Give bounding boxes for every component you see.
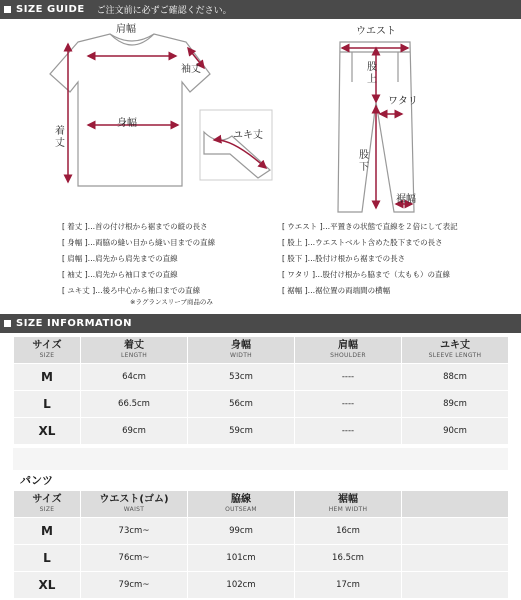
header-shoulder: 肩幅 SHOULDER xyxy=(295,337,402,364)
size-information-title: SIZE INFORMATION xyxy=(16,318,132,329)
sleeve-cell: 89cm xyxy=(402,391,509,418)
width-cell: 59cm xyxy=(188,418,295,445)
hem-cell: 16.5cm xyxy=(295,545,402,572)
hem-label: 裾幅 xyxy=(396,194,416,205)
desc-yuki: [ ユキ丈 ]…後ろ中心から袖口までの直線 xyxy=(62,286,201,295)
size-cell: M xyxy=(14,518,81,545)
size-information-header xyxy=(0,314,521,333)
shoulder-cell: ---- xyxy=(295,418,402,445)
shoulder-label: 肩幅 xyxy=(116,24,136,35)
header-size: サイズ SIZE xyxy=(14,491,81,518)
size-guide-title: SIZE GUIDE xyxy=(16,4,85,15)
size-guide-header xyxy=(0,0,521,19)
tops-header-row xyxy=(14,337,509,364)
desc-rise: [ 股上 ]…ウエストベルト含めた股下までの長さ xyxy=(282,238,443,247)
length-cell: 64cm xyxy=(81,364,188,391)
header-outseam: 脇線 OUTSEAM xyxy=(188,491,295,518)
length-label: 着丈 xyxy=(55,126,65,149)
size-cell: M xyxy=(14,364,81,391)
header-size: サイズ SIZE xyxy=(14,337,81,364)
empty-cell xyxy=(402,518,509,545)
size-guide-note: ご注文前に必ずご確認ください。 xyxy=(96,6,232,16)
desc-inseam: [ 股下 ]…股付け根から裾までの長さ xyxy=(282,254,406,263)
waist-cell: 76cm~ xyxy=(81,545,188,572)
length-cell: 66.5cm xyxy=(81,391,188,418)
size-cell: XL xyxy=(14,572,81,599)
pants-size-table xyxy=(13,490,509,599)
outseam-cell: 101cm xyxy=(188,545,295,572)
hem-cell: 17cm xyxy=(295,572,402,599)
table-row xyxy=(14,518,509,545)
desc-sleeve: [ 袖丈 ]…肩先から袖口までの直線 xyxy=(62,270,178,279)
waist-cell: 73cm~ xyxy=(81,518,188,545)
header-sleeve-length: ユキ丈 SLEEVE LENGTH xyxy=(402,337,509,364)
empty-cell xyxy=(402,545,509,572)
desc-shoulder: [ 肩幅 ]…肩先から肩先までの直線 xyxy=(62,254,178,263)
sleeve-cell: 88cm xyxy=(402,364,509,391)
header-marker-icon xyxy=(4,6,11,13)
raglan-note: ※ラグランスリーブ商品のみ xyxy=(130,298,213,306)
desc-thigh: [ ワタリ ]…股付け根から脇まで（太もも）の直線 xyxy=(282,270,451,279)
header-waist: ウエスト(ゴム) WAIST xyxy=(81,491,188,518)
tops-size-table xyxy=(13,336,509,445)
size-cell: L xyxy=(14,545,81,572)
outseam-cell: 102cm xyxy=(188,572,295,599)
thigh-label: ワタリ xyxy=(388,96,418,107)
desc-length: [ 着丈 ]…首の付け根から裾までの縦の長さ xyxy=(62,222,208,231)
waist-cell: 79cm~ xyxy=(81,572,188,599)
waist-label: ウエスト xyxy=(356,26,396,37)
size-cell: L xyxy=(14,391,81,418)
size-cell: XL xyxy=(14,418,81,445)
hem-cell: 16cm xyxy=(295,518,402,545)
table-row xyxy=(14,364,509,391)
header-empty xyxy=(402,491,509,518)
empty-cell xyxy=(402,572,509,599)
table-row xyxy=(14,418,509,445)
desc-waist: [ ウエスト ]…平置きの状態で直線を２倍にして表記 xyxy=(282,222,458,231)
outseam-cell: 99cm xyxy=(188,518,295,545)
desc-hem: [ 裾幅 ]…裾位置の両端間の横幅 xyxy=(282,286,391,295)
header-hem-width: 裾幅 HEM WIDTH xyxy=(295,491,402,518)
inseam-label: 股下 xyxy=(359,150,369,173)
tshirt-icon xyxy=(50,34,210,186)
width-cell: 53cm xyxy=(188,364,295,391)
sleeve-cell: 90cm xyxy=(402,418,509,445)
pants-header-row xyxy=(14,491,509,518)
header-length: 着丈 LENGTH xyxy=(81,337,188,364)
size-guide-diagrams xyxy=(0,22,521,310)
length-cell: 69cm xyxy=(81,418,188,445)
width-cell: 56cm xyxy=(188,391,295,418)
table-divider xyxy=(13,448,508,470)
garment-diagram-svg xyxy=(0,22,521,222)
shoulder-cell: ---- xyxy=(295,391,402,418)
table-row xyxy=(14,572,509,599)
pants-title: パンツ xyxy=(20,474,53,487)
table-row xyxy=(14,545,509,572)
desc-chest: [ 身幅 ]…両脇の縫い目から縫い目までの直線 xyxy=(62,238,216,247)
rise-label: 股上 xyxy=(367,62,377,85)
yuki-label: ユキ丈 xyxy=(233,130,263,141)
shoulder-cell: ---- xyxy=(295,364,402,391)
sleeve-label: 袖丈 xyxy=(181,64,201,75)
header-marker-icon xyxy=(4,320,11,327)
table-row xyxy=(14,391,509,418)
chest-label: 身幅 xyxy=(117,118,137,129)
header-width: 身幅 WIDTH xyxy=(188,337,295,364)
